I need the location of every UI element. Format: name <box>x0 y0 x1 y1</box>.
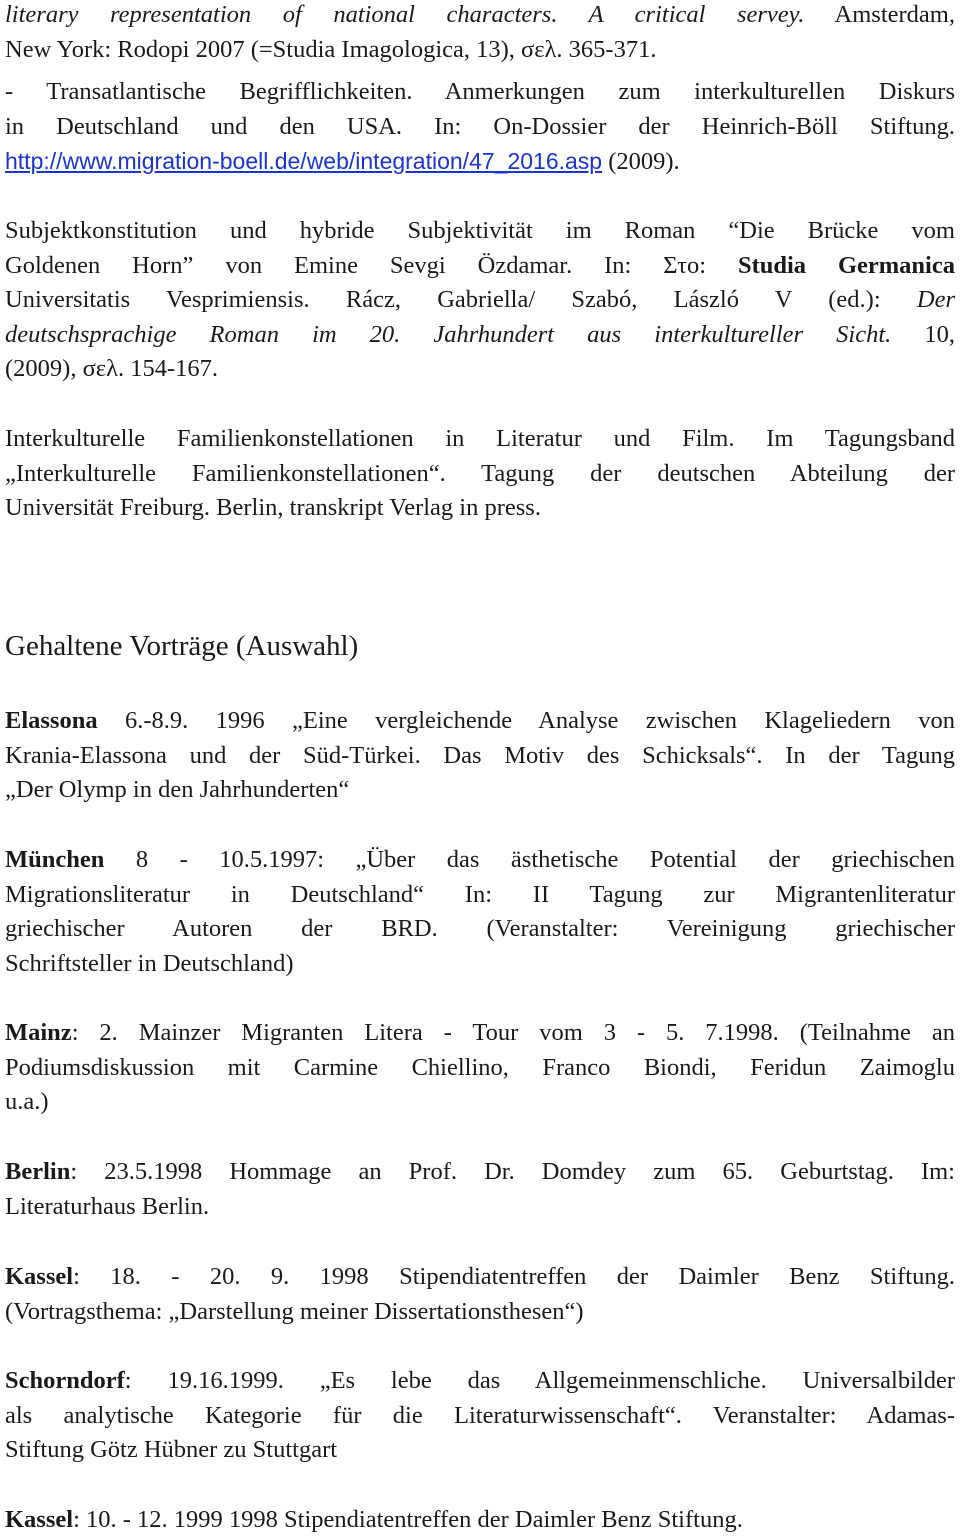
talk-line: Kassel: 18. - 20. 9. 1998 Stipendiatentreffen der Daimler Benz Stiftung. <box>5 1263 955 1290</box>
talk-line: Krania-Elassona und der Süd-Türkei. Das Motiv des Schicksals“. In der Tagung <box>5 741 955 769</box>
talk-kassel-1999 <box>5 1503 955 1538</box>
talk-line: Berlin: 23.5.1998 Hommage an Prof. Dr. Domdey zum 65. Geburtstag. Im: <box>5 1158 955 1185</box>
reference-4-line-3: Universität Freiburg. Berlin, transkript Verlag in press. <box>5 494 541 521</box>
reference-3-line-1: Subjektkonstitution und hybride Subjektivität im Roman “Die Brücke vom <box>5 217 955 244</box>
talk-line: Schorndorf: 19.16.1999. „Es lebe das Allgemeinmenschliche. Universalbilder <box>5 1367 955 1394</box>
talk-elassona <box>5 704 955 808</box>
talk-line: Kassel: 10. - 12. 1999 1998 Stipendiatentreffen der Daimler Benz Stiftung. <box>5 1506 743 1533</box>
reference-1 <box>5 0 955 67</box>
talk-line: griechischer Autoren der BRD. (Veranstalter: Vereinigung griechischer <box>5 915 955 942</box>
talk-line: Elassona 6.-8.9. 1996 „Eine vergleichende Analyse zwischen Klageliedern von <box>5 707 955 734</box>
talk-muenchen <box>5 843 955 981</box>
reference-3-line-3: Universitatis Vesprimiensis. Rácz, Gabriella/ Szabó, László V (ed.): Der <box>5 286 955 313</box>
talk-berlin <box>5 1155 955 1224</box>
reference-2-line-3: http://www.migration-boell.de/web/integration/47_2016.asp (2009). <box>5 148 680 175</box>
reference-3-line-5: (2009), σελ. 154-167. <box>5 355 218 382</box>
talk-line: Podiumsdiskussion mit Carmine Chiellino, Franco Biondi, Feridun Zaimoglu <box>5 1053 955 1081</box>
talk-line: Stiftung Götz Hübner zu Stuttgart <box>5 1436 338 1463</box>
reference-2 <box>5 75 955 179</box>
migration-boell-link[interactable]: http://www.migration-boell.de/web/integration/47_2016.asp <box>5 148 603 174</box>
reference-1-line-2: New York: Rodopi 2007 (=Studia Imagologica, 13), σελ. 365-371. <box>5 35 657 63</box>
reference-2-line-2: in Deutschland und den USA. In: On-Dossier der Heinrich-Böll Stiftung. <box>5 112 955 140</box>
talk-line: „Der Olymp in den Jahrhunderten“ <box>5 776 350 803</box>
talk-line: Migrationsliteratur in Deutschland“ In: II Tagung zur Migrantenliteratur <box>5 880 955 908</box>
reference-3-line-4: deutschsprachige Roman im 20. Jahrhundert aus interkultureller Sicht. 10, <box>5 320 956 348</box>
reference-1-line-1: literary representation of national characters. A critical servey. Amsterdam, <box>5 1 955 28</box>
talk-kassel-1998 <box>5 1260 955 1329</box>
talk-line: Schriftsteller in Deutschland) <box>5 949 294 977</box>
talk-line: München 8 - 10.5.1997: „Über das ästhetische Potential der griechischen <box>5 846 955 873</box>
talk-line: Mainz: 2. Mainzer Migranten Litera - Tour vom 3 - 5. 7.1998. (Teilnahme an <box>5 1019 955 1046</box>
talk-line: u.a.) <box>5 1088 49 1115</box>
talk-line: (Vortragsthema: „Darstellung meiner Dissertationsthesen“) <box>5 1297 584 1325</box>
reference-4 <box>5 422 955 526</box>
reference-4-line-1: Interkulturelle Familienkonstellationen in Literatur und Film. Im Tagungsband <box>5 425 955 452</box>
reference-3 <box>5 214 955 387</box>
reference-3-line-2: Goldenen Horn” von Emine Sevgi Özdamar. In: Στο: Studia Germanica <box>5 251 955 279</box>
reference-2-line-1: - Transatlantische Begrifflichkeiten. Anmerkungen zum interkulturellen Diskurs <box>5 78 955 105</box>
reference-4-line-2: „Interkulturelle Familienkonstellationen“. Tagung der deutschen Abteilung der <box>5 459 955 487</box>
section-heading: Gehaltene Vorträge (Auswahl) <box>5 630 359 662</box>
talk-line: Literaturhaus Berlin. <box>5 1192 210 1220</box>
talk-schorndorf <box>5 1364 955 1468</box>
talk-line: als analytische Kategorie für die Literaturwissenschaft“. Veranstalter: Adamas- <box>5 1401 955 1429</box>
talk-mainz <box>5 1016 955 1120</box>
